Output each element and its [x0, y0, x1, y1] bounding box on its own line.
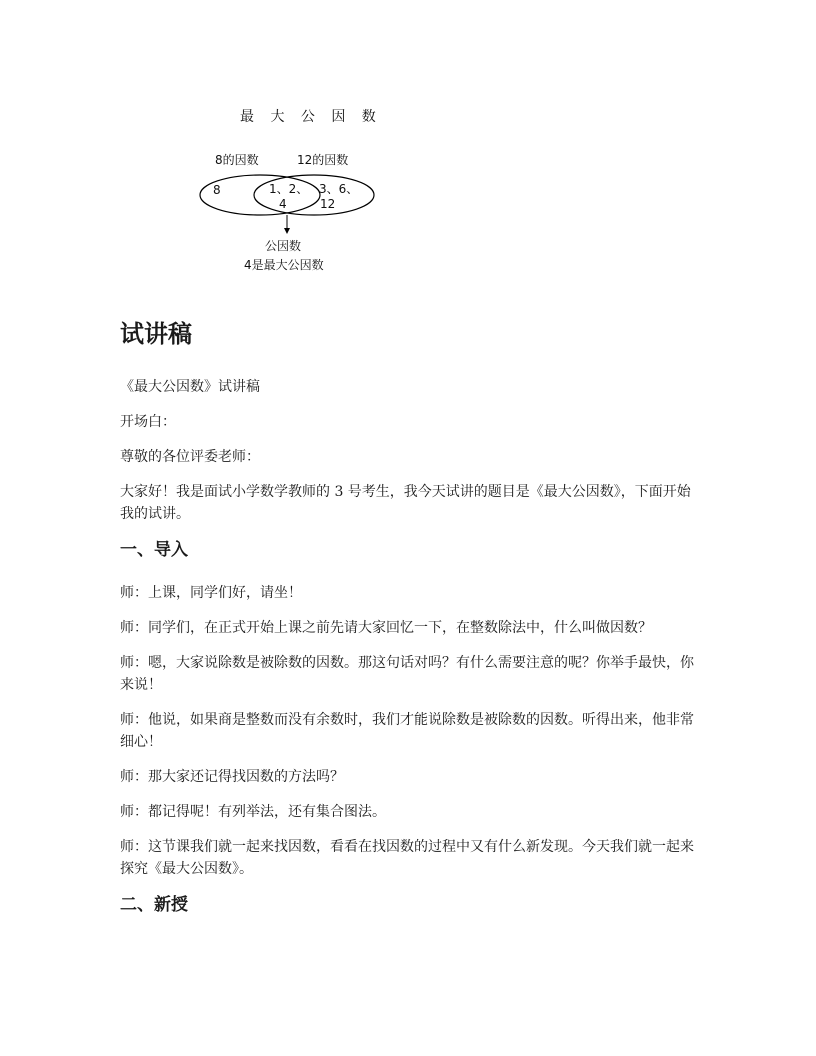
left-set-label: 8的因数 [215, 153, 259, 167]
right-set-label: 12的因数 [297, 153, 349, 167]
arrow-caption-line2: 4是最大公因数 [244, 258, 324, 272]
paragraph: 师：同学们，在正式开始上课之前先请大家回忆一下，在整数除法中，什么叫做因数？ [120, 620, 652, 636]
diagram-title: 最 大 公 因 数 [240, 109, 382, 125]
venn-diagram [190, 100, 390, 280]
paragraph: 师：他说，如果商是整数而没有余数时，我们才能说除数是被除数的因数。听得出来，他非常细心！ [120, 712, 694, 750]
right-only-values-line1: 3、6、 [319, 182, 359, 196]
right-only-values-line2: 12 [320, 197, 336, 211]
arrow-caption-line1: 公因数 [265, 239, 302, 253]
document-body [120, 318, 700, 937]
greeting: 尊敬的各位评委老师： [120, 449, 260, 465]
section-heading-new-lesson: 二、新授 [120, 895, 188, 915]
common-values-line2: 4 [279, 197, 287, 211]
opening-label: 开场白： [120, 414, 176, 430]
arrow-head [284, 228, 290, 234]
paragraph: 师：上课，同学们好，请坐！ [120, 585, 302, 601]
paragraph: 师：这节课我们就一起来找因数，看看在找因数的过程中又有什么新发现。今天我们就一起来探究《最大公因数》。 [120, 839, 694, 877]
paragraph: 师：都记得呢！有列举法，还有集合图法。 [120, 804, 386, 820]
document-subtitle: 《最大公因数》试讲稿 [120, 379, 260, 395]
left-only-values: 8 [213, 183, 221, 197]
intro-paragraph: 大家好！我是面试小学数学教师的 3 号考生，我今天试讲的题目是《最大公因数》，下面开始我的试讲。 [120, 484, 691, 522]
paragraph: 师：那大家还记得找因数的方法吗？ [120, 769, 344, 785]
document-title: 试讲稿 [120, 320, 192, 348]
section-heading-intro: 一、导入 [120, 540, 188, 560]
paragraph: 师：嗯，大家说除数是被除数的因数。那这句话对吗？有什么需要注意的呢？你举手最快，你来说！ [120, 655, 694, 693]
common-values-line1: 1、2、 [269, 182, 309, 196]
